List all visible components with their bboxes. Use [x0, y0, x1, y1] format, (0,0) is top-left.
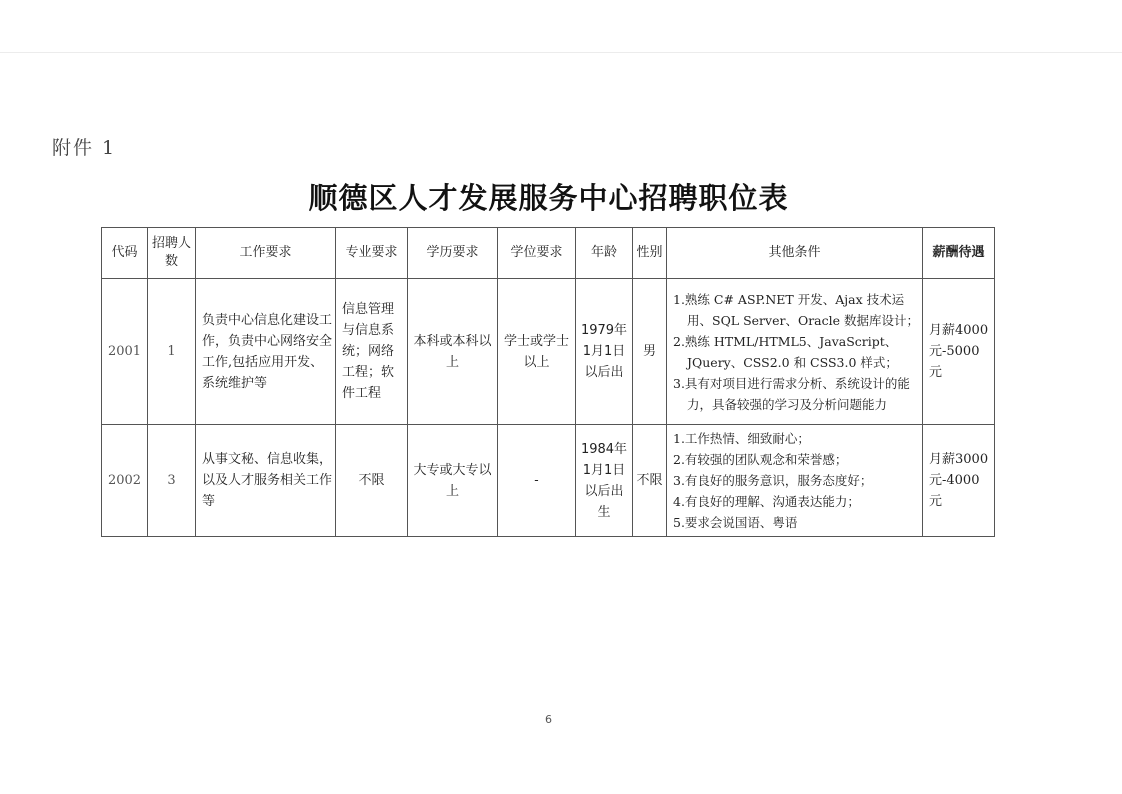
cell-degree: -: [498, 425, 576, 537]
cell-education: 大专或大专以上: [408, 425, 498, 537]
top-divider: [0, 52, 1122, 53]
cell-count: 1: [148, 279, 196, 425]
page-title: 顺德区人才发展服务中心招聘职位表: [308, 181, 789, 215]
header-degree: 学位要求: [498, 228, 576, 279]
header-salary: 薪酬待遇: [923, 228, 995, 279]
table-row: [102, 425, 995, 537]
cell-code: 2002: [102, 425, 148, 537]
page-number: 6: [545, 713, 552, 726]
cell-major: 信息管理与信息系统；网络工程；软件工程: [336, 279, 408, 425]
positions-table: [101, 227, 995, 537]
header-education: 学历要求: [408, 228, 498, 279]
condition-item: 3.具有对项目进行需求分析、系统设计的能力，具备较强的学习及分析问题能力: [673, 375, 910, 412]
cell-work: 负责中心信息化建设工作，负责中心网络安全工作,包括应用开发、系统维护等: [196, 279, 336, 425]
condition-item: 2.有较强的团队观念和荣誉感；: [673, 452, 848, 467]
cell-gender: 男: [633, 279, 667, 425]
condition-item: 2.熟练 HTML/HTML5、JavaScript、JQuery、CSS2.0 和 CSS3.0 样式；: [673, 333, 898, 370]
cell-age: 1979年1月1日以后出: [576, 279, 633, 425]
cell-salary: 月薪3000元-4000元: [923, 425, 995, 537]
attachment-label: 附件 1: [52, 137, 117, 159]
header-code: 代码: [102, 228, 148, 279]
cell-gender: 不限: [633, 425, 667, 537]
condition-item: 1.熟练 C# ASP.NET 开发、Ajax 技术运用、SQL Server、Oracle 数据库设计；: [673, 291, 920, 328]
condition-item: 3.有良好的服务意识，服务态度好；: [673, 473, 873, 488]
cell-salary: 月薪4000元-5000元: [923, 279, 995, 425]
cell-code: 2001: [102, 279, 148, 425]
cell-other: [667, 279, 923, 425]
cell-degree: 学士或学士以上: [498, 279, 576, 425]
cell-other: [667, 425, 923, 537]
cell-work: 从事文秘、信息收集，以及人才服务相关工作等: [196, 425, 336, 537]
condition-item: 4.有良好的理解、沟通表达能力；: [673, 494, 860, 509]
header-work: 工作要求: [196, 228, 336, 279]
header-major: 专业要求: [336, 228, 408, 279]
header-other: 其他条件: [667, 228, 923, 279]
condition-item: 5.要求会说国语、粤语: [673, 515, 798, 530]
cell-age: 1984年1月1日以后出生: [576, 425, 633, 537]
cell-count: 3: [148, 425, 196, 537]
table-header-row: [102, 228, 995, 279]
condition-item: 1.工作热情、细致耐心；: [673, 431, 810, 446]
cell-major: 不限: [336, 425, 408, 537]
table-row: [102, 279, 995, 425]
header-gender: 性别: [633, 228, 667, 279]
header-age: 年龄: [576, 228, 633, 279]
cell-education: 本科或本科以上: [408, 279, 498, 425]
header-count: 招聘人数: [148, 228, 196, 279]
